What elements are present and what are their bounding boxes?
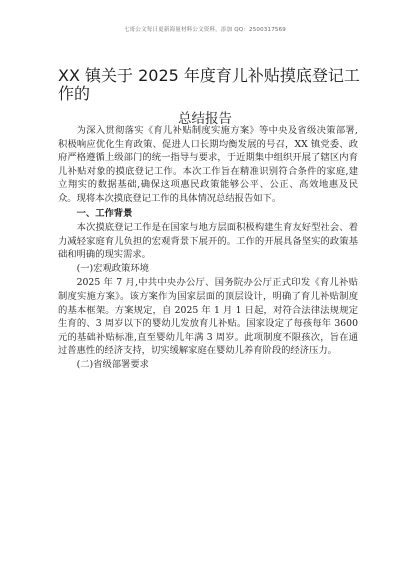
subheading-provincial-requirements: (二)省级部署要求 xyxy=(76,358,149,370)
policy-environment-paragraph: 2025 年 7 月,中共中央办公厅、国务院办公厅正式印发《育儿补贴制度实施方案》。该方案作为国家层面的顶层设计，明确了育儿补贴制度的基本框架。方案规定，自 2025 年 1 月 1 日起，对符合法律法规规定生育的、3 周岁以下的婴幼儿发放育儿补贴。国家设定了每孩每年 3600 元的基础补贴标准,直至婴幼儿年满 3 周岁。此项制度不限孩次，旨在通过普惠性的经济支持，切实缓解家庭在婴幼儿养育阶段的经济压力。 xyxy=(58,277,358,357)
subheading-policy-environment: (一)宏观政策环境 xyxy=(76,262,149,274)
document-body xyxy=(58,124,358,372)
section-heading-background: 一、工作背景 xyxy=(76,207,133,219)
document-subtitle: 总结报告 xyxy=(178,111,232,127)
intro-paragraph: 为深入贯彻落实《育儿补贴制度实施方案》等中央及省级决策部署,积极响应优化生育政策、促进人口长期均衡发展的号召，XX 镇党委、政府严格遵循上级部门的统一指导与要求，于近期集中组织开展了辖区内育儿补贴对象的摸底登记工作。本次工作旨在精准识别符合条件的家庭,建立翔实的数据基础,确保这项惠民政策能够公平、公正、高效地惠及民众。现将本次摸底登记工作的具体情况总结报告如下。 xyxy=(58,125,358,204)
background-paragraph: 本次摸底登记工作是在国家与地方层面积极构建生育友好型社会、着力减轻家庭育儿负担的宏观背景下展开的。工作的开展具备坚实的政策基础和明确的现实需求。 xyxy=(58,222,358,261)
document-title: XX 镇关于 2025 年度育儿补贴摸底登记工作的 xyxy=(58,66,360,103)
header-note: 七哥公文每日更新海量材料公文资料，添加 QQ：2500317569 xyxy=(123,27,286,33)
